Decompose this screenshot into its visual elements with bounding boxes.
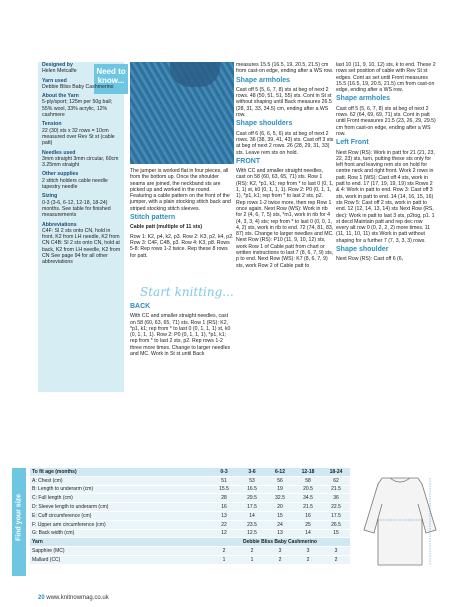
needles-label: Needles used <box>42 149 76 156</box>
table-cell: 2 <box>322 555 350 564</box>
yarn-used: Debbie Bliss Baby Cashmerino <box>42 83 114 90</box>
armholes-text: Cast off 5 (5, 6, 7, 8) sts at beg of next 2 rows. 48 (50, 51, 51, 55) sts. Cont in St st without shaping until Back measures 26.5 (28, 31, 33, 34.5) cm, ending after a WS row. <box>236 86 332 119</box>
table-row-label: G: Back width (cm) <box>30 529 210 538</box>
find-your-size-label: Find your size <box>15 493 23 542</box>
shape-shoulders-heading: Shape shoulders <box>236 120 293 128</box>
table-cell: 23.5 <box>238 520 266 529</box>
abbreviations-label: Abbreviations <box>42 221 77 228</box>
table-cell: 18-24 <box>322 468 350 476</box>
needles: 3mm straight 3mm circular, 60cm 3.25mm straight <box>42 155 119 169</box>
table-cell: 14 <box>294 529 322 538</box>
table-row-label: E: Cuff circumference (cm) <box>30 511 210 520</box>
table-cell: 1 <box>210 555 238 564</box>
table-cell: 34.5 <box>294 494 322 503</box>
table-cell: 62 <box>322 476 350 485</box>
armholes-text-2: Cast off 5 (5, 6, 7, 8) sts at beg of next 2 rows. 62 (64, 69, 69, 71) sts. Cont in patt until Front measures 21.5 (23, 26, 29, 29.5) cm from cast-on edge, ending after a WS row. <box>336 105 436 137</box>
table-cell: 58 <box>294 476 322 485</box>
shoulder-text: Next Row (RS): Cast off 6 (6, <box>336 256 404 263</box>
table-cell: 21.5 <box>294 503 322 512</box>
table-row-label: To fit age (months) <box>30 468 210 476</box>
shape-armholes-heading-2: Shape armholes <box>336 95 391 103</box>
col3-top: measures 15.5 (16.5, 19, 20.5, 21.5) cm from cast-on edge, ending after a WS row. <box>236 62 334 75</box>
table-cell: 12-18 <box>294 468 322 476</box>
table-cell: 0-3 <box>210 468 238 476</box>
table-cell: 6-12 <box>266 468 294 476</box>
table-row-label: F: Upper arm circumference (cm) <box>30 520 210 529</box>
col4-top: last 10 (11, 9, 10, 12) sts, k to end. These 2 rows set position of cable with Rev St st edges. Cont as set until Front measures 15.5 (16.5, 19, 20.5, 21.5) cm from cast-on edge, ending after a WS row. <box>336 62 436 94</box>
table-cell: 1 <box>238 555 266 564</box>
tension: 22 (30) sts x 32 rows = 10cm measured over Rev St st (cable patt) <box>42 127 115 147</box>
table-row <box>30 485 350 494</box>
diagram-back <box>378 478 422 565</box>
table-cell: 17.5 <box>322 511 350 520</box>
shape-shoulder-heading: Shape shoulder <box>336 246 389 254</box>
sizing: 0-3 (3-6, 6-12, 12-18, 18-24) months. See table for finished measurements <box>42 199 111 219</box>
table-cell: 28 <box>210 494 238 503</box>
front-heading: FRONT <box>236 157 261 165</box>
other-supplies-label: Other supplies <box>42 171 79 178</box>
table-cell: 3-6 <box>238 468 266 476</box>
footer <box>38 595 109 601</box>
size-table-body <box>30 468 350 564</box>
need-to-know-badge: Need to know... <box>94 64 128 94</box>
shape-armholes-heading: Shape armholes <box>236 76 291 84</box>
left-front-heading: Left Front <box>336 139 369 147</box>
table-cell: 22.5 <box>322 503 350 512</box>
table-row-label: B: Length to underarm (cm) <box>30 485 210 494</box>
table-cell: 16 <box>210 503 238 512</box>
jumper-diagram <box>360 470 440 575</box>
table-cell: 26.5 <box>322 520 350 529</box>
table-cell: 32.5 <box>266 494 294 503</box>
table-cell: 2 <box>266 555 294 564</box>
table-cell: 20.5 <box>294 485 322 494</box>
other-supplies: 2 stitch holders cable needle tapestry needle <box>42 177 108 191</box>
sidebar-column <box>42 62 122 269</box>
table-cell: 53 <box>238 476 266 485</box>
front-text: With CC and smaller straight needles, cast on 58 (60, 63, 65, 71) sts. Row 1 (RS): K2, *p1, k1; rep from * to last 0 (0, 1, 1, 1) st, k0 (0, 1, 1, 1). Row 2: P0 (0, 1, 1, 1), *p1, k1; rep from * to last 2 sts, p2. Rep rows 1-2 twice more, then rep Row 1 once again. Next Row (WS): Work in rib for 2 (4, 6, 7, 5) sts, *m1, work in rib for 4 (4, 3, 3, 4) sts; rep from * to last 0 (0, 0, 1, 4, 2) sts, work in rib to end. 72 (74, 81, 83, 87) sts. Change to larger needles and MC. Next Row (RS): P10 (11, 9, 10, 12) sts, work Row 1 of Cable patt from chart or written instructions to last 7 (8, 6, 7, 9) sts, p to end. Next Row (WS): K7 (8, 6, 7, 9) sts, work Row 2 of Cable patt to <box>236 168 334 269</box>
about-yarn-label: About the Yarn <box>42 93 79 100</box>
table-row-label: Mallard (CC) <box>30 555 210 564</box>
designer-name: Helen Metcalfe <box>42 68 77 75</box>
table-row <box>30 476 350 485</box>
table-cell: 2 <box>238 547 266 556</box>
yarn-used-label: Yarn used <box>42 77 67 84</box>
column-2-back <box>130 304 234 360</box>
table-row <box>30 494 350 503</box>
table-cell: 16.5 <box>238 485 266 494</box>
page-number: 20 <box>38 595 45 601</box>
table-cell: 51 <box>210 476 238 485</box>
table-cell: 15.5 <box>210 485 238 494</box>
table-cell: 2 <box>210 547 238 556</box>
table-cell: 13 <box>210 511 238 520</box>
table-cell: 20 <box>266 503 294 512</box>
footer-url: www.knitnowmag.co.uk <box>46 595 109 601</box>
column-4 <box>336 62 436 266</box>
table-row-label: D: Sleeve length to underarm (cm) <box>30 503 210 512</box>
yarn-row <box>30 555 350 564</box>
stitch-pattern-heading: Stitch pattern <box>130 214 176 222</box>
table-cell: 25 <box>294 520 322 529</box>
table-cell: 24 <box>266 520 294 529</box>
column-2 <box>130 168 234 262</box>
table-cell: 21.5 <box>322 485 350 494</box>
table-cell: 36 <box>322 494 350 503</box>
designed-by-label: Designed by <box>42 62 73 68</box>
table-cell: 3 <box>294 547 322 556</box>
table-cell: 3 <box>266 547 294 556</box>
left-front-text: Next Row (RS): Work in patt for 21 (21, 23, 22, 23) sts, turn, putting these sts only for left front and leaving rem sts on hold for centre neck and right front. Work 2 rows in patt. Row 1 (WS): Cast off 4 sts, work in patt to end. 17 (17, 19, 19, 19) sts Rows 2 & 4: Work in patt to end. Row 3: Cast off 3 sts, work in patt to end. 14 (14, 16, 15, 16) sts Row 5: Cast off 2 sts, work in patt to end. 12 (12, 14, 13, 14) sts Next Row (RS, dec): Work in patt to last 3 sts, p2tog, p1. 1 st decd Maintain patt and rep dec row every alt row 0 (0, 2, 2, 2) more times. 11 (11, 11, 10, 11) sts Work in patt without shaping for a further 7 (7, 3, 3, 3) rows. <box>336 149 435 244</box>
find-your-size-tab <box>12 468 26 576</box>
yarn-label: Yarn <box>30 538 210 547</box>
cable-patt-heading: Cable patt (multiple of 11 sts) <box>130 224 203 231</box>
cable-rows: Row 1: K2, p4, k2, p3. Row 2: K3, p2, k4, p2. Row 3: C4F, C4B, p3. Row 4: K3, p8. Rows 5-8: Rep rows 1-2 twice. Rep these 8 rows for patt. <box>130 233 234 259</box>
table-header-row <box>30 468 350 476</box>
table-row <box>30 529 350 538</box>
tension-label: Tension <box>42 121 62 128</box>
table-row <box>30 511 350 520</box>
back-text: With CC and smaller straight needles, cast on 58 (60, 63, 65, 71) sts. Row 1 (RS): K2, *p1, k1; rep from * to last 0 (0, 1, 1, 1) st, k0 (0, 1, 1, 1). Row 2: P0 (0, 1, 1, 1), *p1, k1; rep from * to last 2 sts, p2. Rep rows 1-2 three more times. Change to larger needles and MC. Work in St st until Back <box>130 313 231 358</box>
table-cell: 12.5 <box>238 529 266 538</box>
shoulders-text: Cast off 6 (6, 6, 5, 6) sts at beg of next 2 rows. 36 (38, 39, 41, 43) sts. Cast off 3 sts at beg of next 2 rows. 26 (28, 29, 31, 33) sts. Leave rem sts on hold. <box>236 130 334 156</box>
table-cell: 2 <box>294 555 322 564</box>
table-cell: 19 <box>266 485 294 494</box>
table-row-label: A: Chest (cm) <box>30 476 210 485</box>
size-table <box>30 468 350 565</box>
intro-text: The jumper is worked flat in four pieces, all from the bottom up. Once the shoulder seams are joined, the neckband sts are picked up and worked in the round. Featuring a cable pattern on the front of the jumper, with a plain stocking stitch back and striped stocking stitch sleeves. <box>130 168 231 212</box>
table-cell: 12 <box>210 529 238 538</box>
table-row <box>30 503 350 512</box>
abbreviations: C4F: Sl 2 sts onto CN, hold in front, K2 from LH needle, K2 from CN C4B: Sl 2 sts onto CN, hold at back, K2 from LH needle, K2 from CN See page 94 for all other abbreviations <box>42 227 121 266</box>
table-cell: 22 <box>210 520 238 529</box>
table-cell: 3 <box>322 547 350 556</box>
yarn-name: Debbie Bliss Baby Cashmerino <box>210 538 350 547</box>
table-row <box>30 520 350 529</box>
table-row-label: Sapphire (MC) <box>30 547 210 556</box>
table-row-label: C: Full length (cm) <box>30 494 210 503</box>
table-cell: 15 <box>322 529 350 538</box>
yarn-row <box>30 547 350 556</box>
about-yarn: 5-ply/sport; 125m per 50g ball; 55% wool, 33% acrylic, 12% cashmere <box>42 99 113 119</box>
table-cell: 29.5 <box>238 494 266 503</box>
table-cell: 14 <box>238 511 266 520</box>
start-knitting-title: Start knitting... <box>140 285 234 299</box>
table-cell: 15 <box>266 511 294 520</box>
sizing-label: Sizing <box>42 193 58 200</box>
back-heading: BACK <box>130 303 151 310</box>
column-3 <box>236 62 334 272</box>
table-cell: 13 <box>266 529 294 538</box>
table-cell: 16 <box>294 511 322 520</box>
table-cell: 17.5 <box>238 503 266 512</box>
table-cell: 56 <box>266 476 294 485</box>
table-yarn-header <box>30 538 350 547</box>
